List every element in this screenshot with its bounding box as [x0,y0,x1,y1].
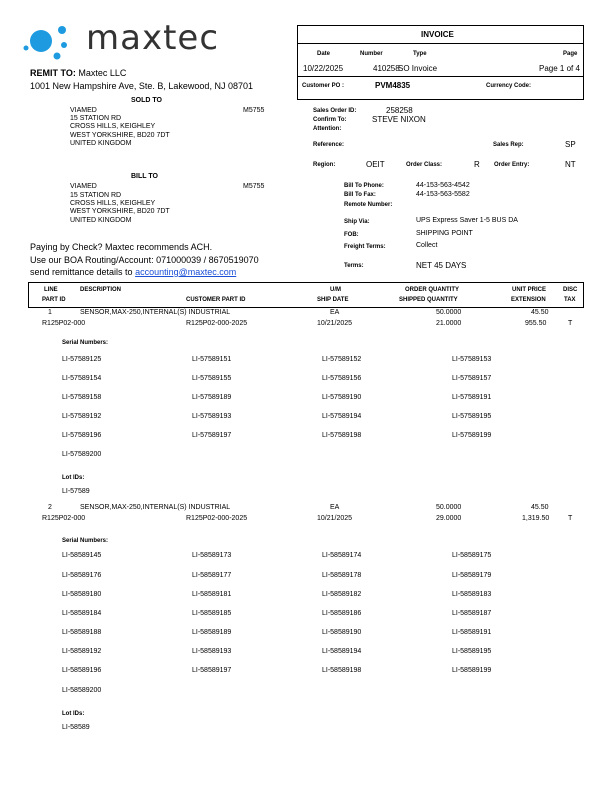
item-shipped-qty: 21.0000 [436,320,462,327]
serial-number: LI-58589200 [62,687,102,694]
remit-to [30,68,126,78]
sold-to-title: SOLD TO [131,97,162,104]
region: OEIT [366,160,385,169]
item-extension: 1,319.50 [522,515,550,522]
item-description: SENSOR,MAX-250,INTERNAL(S) INDUSTRIAL [80,504,231,511]
serial-number: LI-57589156 [322,375,362,382]
sold-to-line-4: WEST YORKSHIRE, BD20 7DT [70,132,170,139]
serial-number: LI-57589190 [322,394,362,401]
remit-label: REMIT TO: [30,68,76,78]
sales-rep: SP [565,140,576,149]
serial-number: LI-58589197 [192,667,232,674]
serial-number: LI-58589175 [452,552,492,559]
serial-number: LI-58589194 [322,648,362,655]
order-entry: NT [565,160,576,169]
invoice-title: INVOICE [421,30,454,39]
serial-number: LI-57589198 [322,432,362,439]
serial-number: LI-58589185 [192,610,232,617]
lot-id: LI-58589 [62,724,90,731]
serial-number: LI-58589198 [322,667,362,674]
header-ship-date: SHIP DATE [317,297,349,303]
sold-to-code: M5755 [243,107,265,114]
serial-number: LI-57589153 [452,356,492,363]
remote-number-label: Remote Number: [344,202,393,208]
serial-number: LI-57589196 [62,432,102,439]
serial-number: LI-58589192 [62,648,102,655]
serial-number: LI-58589178 [322,572,362,579]
accounting-email-link[interactable]: accounting@maxtec.com [135,267,237,277]
serial-number: LI-57589155 [192,375,232,382]
serial-number: LI-57589191 [452,394,492,401]
lot-id: LI-57589 [62,488,90,495]
lot-ids-label: Lot IDs: [62,475,85,481]
header-part-id: PART ID [42,297,66,303]
payment-line-3 [30,267,236,277]
serial-number: LI-57589199 [452,432,492,439]
item-customer-part-id: R125P02-000-2025 [186,320,248,327]
header-line: LINE [44,287,58,293]
serial-number: LI-58589189 [192,629,232,636]
sold-to-line-3: CROSS HILLS, KEIGHLEY [70,123,156,130]
bill-to-title: BILL TO [131,173,158,180]
item-unit-price: 45.50 [531,309,549,316]
lot-ids-label: Lot IDs: [62,711,85,717]
header-extension: EXTENSION [511,297,546,303]
serial-number: LI-57589192 [62,413,102,420]
serial-number: LI-58589177 [192,572,232,579]
bill-phone-label: Bill To Phone: [344,183,384,189]
serial-number: LI-58589191 [452,629,492,636]
serial-number: LI-57589193 [192,413,232,420]
bill-to-line-2: 15 STATION RD [70,192,122,199]
item-unit-price: 45.50 [531,504,549,511]
header-shipped-quantity: SHIPPED QUANTITY [399,297,458,303]
serial-number: LI-57589158 [62,394,102,401]
bill-fax-label: Bill To Fax: [344,192,376,198]
serial-number: LI-57589151 [192,356,232,363]
confirm-to: STEVE NIXON [372,115,426,124]
serial-number: LI-58589145 [62,552,102,559]
serial-number: LI-58589183 [452,591,492,598]
item-tax: T [568,515,573,522]
serial-numbers-label: Serial Numbers: [62,340,109,346]
item-part-id: R125P02-000 [42,515,86,522]
serial-number: LI-57589197 [192,432,232,439]
freight-terms: Collect [416,242,438,249]
sales-order-label: Sales Order ID: [313,108,357,114]
terms-label: Terms: [344,263,364,269]
page-label: Page [563,51,578,57]
serial-number: LI-58589181 [192,591,232,598]
item-ship-date: 10/21/2025 [317,320,353,327]
item-line-number: 2 [48,504,52,511]
type-label: Type [413,51,427,57]
item-part-id: R125P02-000 [42,320,86,327]
header-unit-price: UNIT PRICE [512,287,547,293]
item-extension: 955.50 [525,320,547,327]
serial-number: LI-58589179 [452,572,492,579]
item-ship-date: 10/21/2025 [317,515,353,522]
currency-code-label: Currency Code: [486,83,532,89]
serial-number: LI-58589186 [322,610,362,617]
item-um: EA [330,504,340,511]
bill-to-line-1: VIAMED [70,183,97,190]
region-label: Region: [313,162,336,168]
header-tax: TAX [564,297,576,303]
reference-label: Reference: [313,142,345,148]
header-order-quantity: ORDER QUANTITY [405,287,459,293]
serial-number: LI-58589182 [322,591,362,598]
confirm-to-label: Confirm To: [313,117,347,123]
serial-number: LI-57589125 [62,356,102,363]
serial-number: LI-58589193 [192,648,232,655]
item-customer-part-id: R125P02-000-2025 [186,515,248,522]
logo-dots-icon [20,18,80,64]
item-line-number: 1 [48,309,52,316]
ship-via: UPS Express Saver 1-5 BUS DA [416,217,518,224]
payment-line-3-prefix: send remittance details to [30,267,133,277]
sold-to-line-2: 15 STATION RD [70,115,122,122]
invoice-number: 410258 [373,64,400,73]
customer-po: PVM4835 [375,81,411,90]
header-description: DESCRIPTION [80,287,122,293]
serial-number: LI-57589195 [452,413,492,420]
serial-number: LI-58589184 [62,610,102,617]
header-customer-part-id: CUSTOMER PART ID [186,297,246,303]
sales-rep-label: Sales Rep: [493,142,524,148]
serial-number: LI-58589187 [452,610,492,617]
terms: NET 45 DAYS [416,261,467,270]
brand-name: maxtec [86,18,220,58]
bill-phone: 44-153-563-4542 [416,182,470,189]
invoice-date: 10/22/2025 [303,64,344,73]
company-logo [20,18,258,64]
sold-to-line-1: VIAMED [70,107,97,114]
customer-po-label: Customer PO : [302,83,345,89]
item-tax: T [568,320,573,327]
header-um: U/M [330,287,341,293]
serial-number: LI-57589189 [192,394,232,401]
fob-label: FOB: [344,232,359,238]
header-disc: DISC [563,287,578,293]
serial-number: LI-58589173 [192,552,232,559]
table-header-box [28,282,584,308]
bill-to-line-5: UNITED KINGDOM [70,217,132,224]
item-shipped-qty: 29.0000 [436,515,462,522]
serial-number: LI-58589196 [62,667,102,674]
bill-to-line-4: WEST YORKSHIRE, BD20 7DT [70,208,170,215]
sold-to-line-5: UNITED KINGDOM [70,140,132,147]
order-class-label: Order Class: [406,162,443,168]
serial-numbers-label: Serial Numbers: [62,538,109,544]
serial-number: LI-58589199 [452,667,492,674]
serial-number: LI-57589200 [62,451,102,458]
serial-number: LI-58589180 [62,591,102,598]
bill-to-code: M5755 [243,183,265,190]
invoice-page: Page 1 of 4 [539,64,580,73]
remit-address: 1001 New Hampshire Ave, Ste. B, Lakewood, NJ 08701 [30,81,253,91]
freight-terms-label: Freight Terms: [344,244,386,250]
fob: SHIPPING POINT [416,230,473,237]
serial-number: LI-58589188 [62,629,102,636]
attention-label: Attention: [313,126,342,132]
serial-number: LI-58589174 [322,552,362,559]
item-description: SENSOR,MAX-250,INTERNAL(S) INDUSTRIAL [80,309,231,316]
serial-number: LI-58589190 [322,629,362,636]
ship-via-label: Ship Via: [344,219,370,225]
date-label: Date [317,51,331,57]
bill-to-line-3: CROSS HILLS, KEIGHLEY [70,200,156,207]
item-order-qty: 50.0000 [436,309,462,316]
serial-number: LI-57589194 [322,413,362,420]
number-label: Number [360,51,383,57]
payment-line-1: Paying by Check? Maxtec recommends ACH. [30,242,213,252]
remit-company: Maxtec LLC [78,68,127,78]
serial-number: LI-58589176 [62,572,102,579]
order-class: R [474,160,480,169]
invoice-type: SO Invoice [398,64,438,73]
serial-number: LI-57589157 [452,375,492,382]
payment-line-2: Use our BOA Routing/Account: 071000039 / 8670519070 [30,255,259,265]
sales-order: 258258 [386,106,413,115]
bill-fax: 44-153-563-5582 [416,191,470,198]
serial-number: LI-57589154 [62,375,102,382]
item-um: EA [330,309,340,316]
order-entry-label: Order Entry: [494,162,530,168]
serial-number: LI-58589195 [452,648,492,655]
item-order-qty: 50.0000 [436,504,462,511]
serial-number: LI-57589152 [322,356,362,363]
